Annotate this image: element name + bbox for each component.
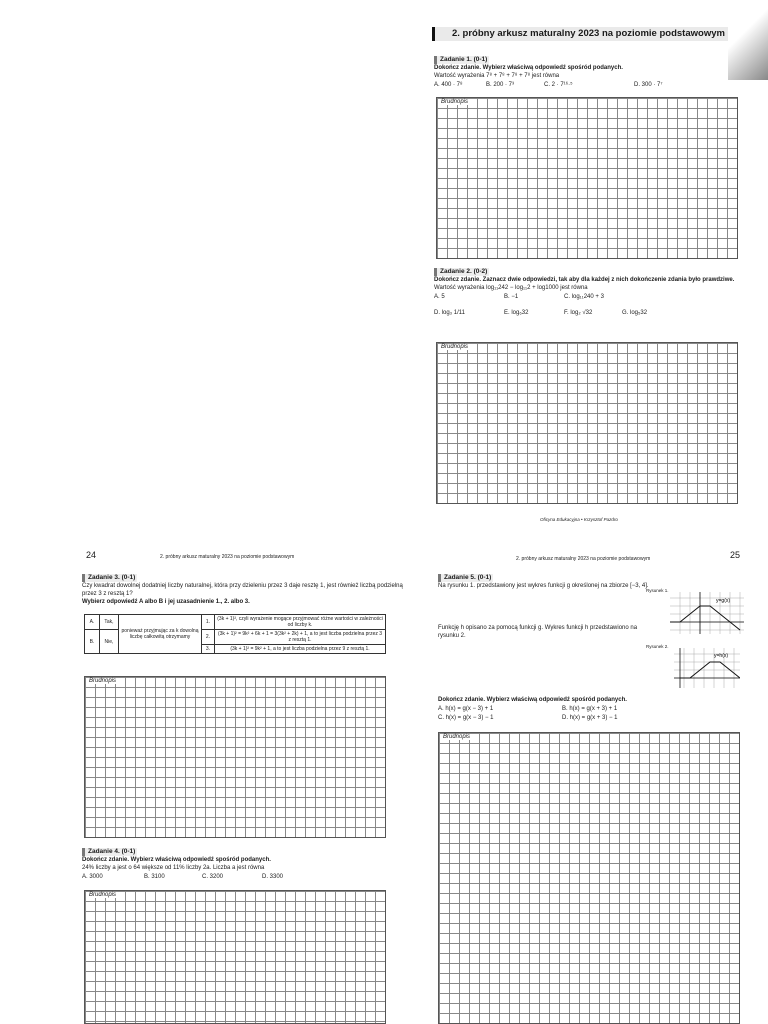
- task-1-text: Wartość wyrażenia 7⁸ + 7⁸ + 7⁸ + 7⁸ jest równa: [434, 73, 560, 79]
- figure-1-function-label: y=g(x): [716, 598, 731, 604]
- task-5-answers-block: [438, 696, 738, 722]
- scratch-grid-task-5[interactable]: [438, 732, 740, 1024]
- scratch-label: Brudnopis: [441, 99, 469, 105]
- scratch-grid-task-2[interactable]: [436, 342, 738, 504]
- task-1-answer-b[interactable]: B. 200 · 7³: [486, 82, 515, 88]
- task-1-answers: [434, 81, 754, 89]
- figure-2-function-label: y=h(x): [714, 653, 729, 659]
- task-5-answer-d[interactable]: D. h(x) = g(x + 3) − 1: [562, 715, 618, 721]
- figure-2-graph: [674, 648, 740, 688]
- task-5-text-2: Funkcję h opisano za pomocą funkcji g. Wykres funkcji h przedstawiono na rysunku 2.: [438, 625, 638, 639]
- task-5-answers-row-2: [438, 714, 738, 722]
- task-5-text-1: Na rysunku 1. przedstawiony jest wykres funkcji g określonej na zbiorze [−3, 4].: [438, 583, 649, 589]
- task-3-text: Czy kwadrat dowolnej dodatniej liczby naturalnej, która przy dzieleniu przez 3 daje resztę 1, jest również liczbą podzielną przez 3 z resztą 1?: [82, 583, 403, 597]
- task-5-answer-c[interactable]: C. h(x) = g(x − 3) − 1: [438, 715, 494, 721]
- publisher-credit: Oficyna Edukacyjna • Krzysztof Pazdro: [540, 517, 618, 522]
- task-3-reason-1-num[interactable]: 1.: [202, 615, 215, 630]
- blank-page-area: [0, 0, 412, 540]
- scratch-label: Brudnopis: [89, 892, 117, 898]
- task-2-title: Zadanie 2. (0-2): [434, 268, 489, 276]
- figure-1-graph: [670, 592, 744, 634]
- task-5-answers-row-1: [438, 705, 738, 713]
- page-top-right: [412, 0, 768, 540]
- task-3-middle-text: ponieważ przyjmując za k dowolną liczbę całkowitą otrzymamy: [119, 615, 202, 654]
- task-2-answer-a[interactable]: A. 5: [434, 294, 445, 300]
- task-4-title: Zadanie 4. (0-1): [82, 848, 137, 856]
- task-3-reason-3-num[interactable]: 3.: [202, 645, 215, 654]
- scratch-grid-task-1[interactable]: [436, 97, 738, 259]
- task-3-option-a-label[interactable]: A.: [85, 615, 100, 630]
- task-4-answer-d[interactable]: D. 3300: [262, 874, 284, 880]
- figure-1-gridlines: [670, 592, 744, 634]
- page-header-title: 2. próbny arkusz maturalny 2023 na poziomie podstawowym: [452, 28, 725, 39]
- scratch-label: Brudnopis: [443, 734, 471, 740]
- task-3-answer-table: [84, 614, 386, 654]
- task-2-answer-g[interactable]: G. log₅32: [622, 310, 648, 316]
- task-2-answer-f[interactable]: F. log₂ √32: [564, 310, 593, 316]
- figure-2-gridlines: [674, 648, 740, 688]
- page-number-25: 25: [730, 550, 741, 560]
- task-2-answer-e[interactable]: E. log₆32: [504, 310, 529, 316]
- task-2-text: Wartość wyrażenia log₁₁242 − log₁₁2 + log1000 jest równa: [434, 285, 588, 291]
- task-4-text: 24% liczby a jest o 64 większe od 11% liczby 2a. Liczba a jest równa: [82, 865, 265, 871]
- task-1-answer-a[interactable]: A. 400 · 7⁸: [434, 82, 463, 88]
- task-2-answers-row-2: [434, 309, 754, 317]
- task-4-answer-a[interactable]: A. 3000: [82, 874, 103, 880]
- task-2: [434, 268, 754, 317]
- figure-1-function-curve: [670, 606, 740, 630]
- task-4-answer-b[interactable]: B. 3100: [144, 874, 165, 880]
- page-25-header: 2. próbny arkusz maturalny 2023 na poziomie podstawowym: [516, 556, 651, 562]
- task-3-command: Wybierz odpowiedź A albo B i jej uzasadnienie 1., 2. albo 3.: [82, 599, 250, 605]
- scratch-grid-task-4[interactable]: [84, 890, 386, 1024]
- task-5: [438, 574, 654, 640]
- task-5-answer-b[interactable]: B. h(x) = g(x + 3) + 1: [562, 706, 618, 712]
- task-3-option-a[interactable]: Tak,: [100, 615, 119, 630]
- scratch-label: Brudnopis: [441, 344, 469, 350]
- task-1-title: Zadanie 1. (0-1): [434, 56, 489, 64]
- task-3-title: Zadanie 3. (0-1): [82, 574, 137, 582]
- task-1: [434, 56, 754, 89]
- scratch-label: Brudnopis: [89, 678, 117, 684]
- task-1-answer-d[interactable]: D. 300 · 7⁷: [634, 82, 663, 88]
- scratch-grid-task-3[interactable]: [84, 676, 386, 838]
- task-1-answer-c[interactable]: C. 2 · 7¹⁶·⁵: [544, 82, 573, 88]
- task-1-command: Dokończ zdanie. Wybierz właściwą odpowiedź spośród podanych.: [434, 65, 623, 71]
- task-4-answers: [82, 873, 404, 881]
- task-3: [82, 574, 404, 606]
- task-2-command: Dokończ zdanie. Zaznacz dwie odpowiedzi, tak aby dla każdej z nich dokończenie zdania było prawdziwe.: [434, 277, 735, 283]
- task-3-reason-2-num[interactable]: 2.: [202, 630, 215, 645]
- task-5-title: Zadanie 5. (0-1): [438, 574, 493, 582]
- page-24-header: 2. próbny arkusz maturalny 2023 na poziomie podstawowym: [160, 554, 295, 560]
- task-3-reason-3[interactable]: (3k + 1)² = 9k² + 1, a to jest liczba podzielna przez 9 z resztą 1.: [215, 645, 386, 654]
- task-4-answer-c[interactable]: C. 3200: [202, 874, 224, 880]
- task-3-option-b[interactable]: Nie,: [100, 630, 119, 654]
- figure-2-label: Rysunek 2.: [646, 644, 669, 649]
- task-3-reason-1[interactable]: (3k + 1)², czyli wyrażenie mogące przyjmować różne wartości w zależności od liczby k.: [215, 615, 386, 630]
- task-4-command: Dokończ zdanie. Wybierz właściwą odpowiedź spośród podanych.: [82, 857, 271, 863]
- task-2-answers-row-1: [434, 293, 754, 301]
- page-25: [412, 540, 768, 1024]
- page-24: [70, 540, 408, 1024]
- task-3-reason-2[interactable]: (3k + 1)² = 9k² + 6k + 1 = 3(3k² + 2k) + 1, a to jest liczba podzielna przez 3 z resztą 1.: [215, 630, 386, 645]
- page-number-24: 24: [86, 550, 97, 560]
- task-4: [82, 848, 404, 881]
- task-5-answer-a[interactable]: A. h(x) = g(x − 3) + 1: [438, 706, 494, 712]
- task-2-answer-b[interactable]: B. −1: [504, 294, 519, 300]
- task-2-answer-c[interactable]: C. log₁₁240 + 3: [564, 294, 604, 300]
- task-2-answer-d[interactable]: D. log₃ 1/11: [434, 310, 466, 316]
- task-5-command: Dokończ zdanie. Wybierz właściwą odpowiedź spośród podanych.: [438, 697, 627, 703]
- figure-1-label: Rysunek 1.: [646, 588, 669, 593]
- task-3-option-b-label[interactable]: B.: [85, 630, 100, 654]
